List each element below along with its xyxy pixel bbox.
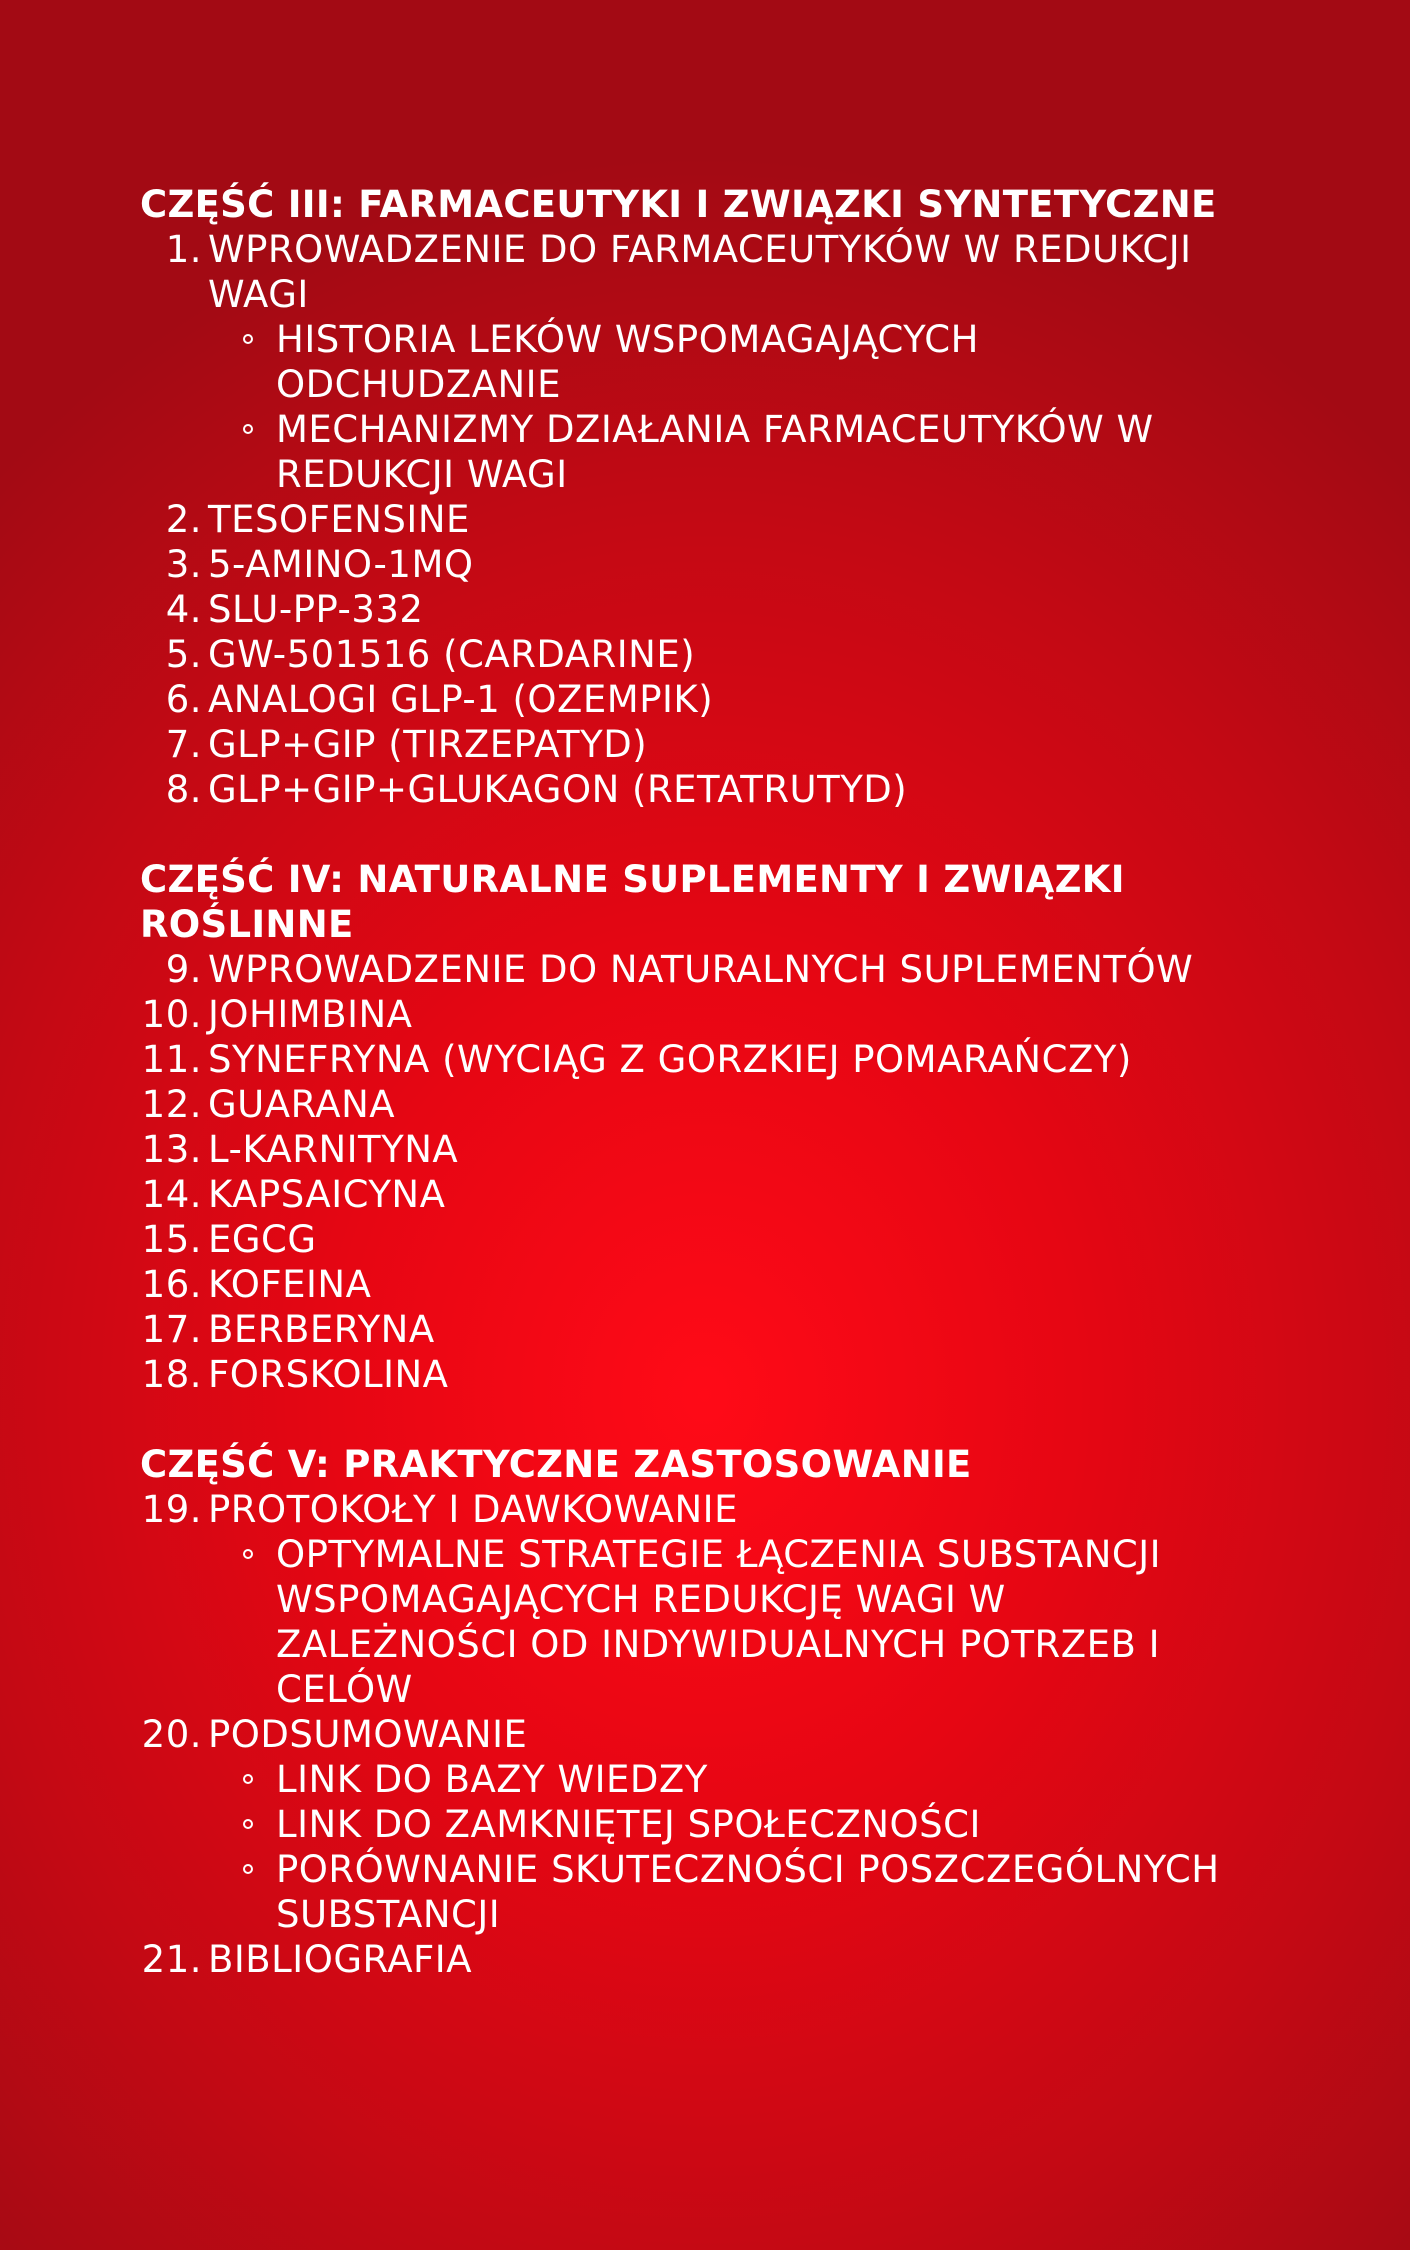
toc-item-number: 14. [141, 1173, 202, 1216]
circle-bullet-icon [243, 1864, 253, 1874]
toc-item-number: 13. [141, 1128, 202, 1171]
toc-subitem-label: OPTYMALNE STRATEGIE ŁĄCZENIA SUBSTANCJI WSPOMAGAJĄCYCH REDUKCJĘ WAGI W ZALEŻNOŚCI OD INDYWIDUALNYCH POTRZEB I CELÓW [276, 1533, 1162, 1711]
toc-item-number: 20. [141, 1713, 202, 1756]
toc-item-number: 17. [141, 1308, 202, 1351]
toc-subitem [140, 1847, 1280, 1937]
toc-subitem [140, 317, 1280, 407]
section-title: CZĘŚĆ III: FARMACEUTYKI I ZWIĄZKI SYNTETYCZNE [140, 183, 1217, 226]
toc-item [140, 1037, 1280, 1082]
toc-item-number: 10. [141, 993, 202, 1036]
toc-section [140, 857, 1280, 1397]
toc-item [140, 992, 1280, 1037]
toc-section [140, 182, 1280, 812]
circle-bullet-icon [243, 1549, 253, 1559]
toc-item [140, 587, 1280, 632]
toc-item-label: L-KARNITYNA [208, 1128, 459, 1171]
toc-item [140, 1082, 1280, 1127]
toc-subitem-label: HISTORIA LEKÓW WSPOMAGAJĄCYCH ODCHUDZANIE [276, 318, 979, 406]
toc-item [140, 497, 1280, 542]
toc-item-number: 2. [165, 498, 202, 541]
toc-item [140, 947, 1280, 992]
toc-item [140, 1487, 1280, 1532]
toc-subitem [140, 407, 1280, 497]
circle-bullet-icon [243, 1819, 253, 1829]
toc-item [140, 1712, 1280, 1757]
toc-item-label: ANALOGI GLP-1 (OZEMPIK) [208, 678, 714, 721]
toc-item-label: BIBLIOGRAFIA [208, 1938, 473, 1981]
circle-bullet-icon [243, 424, 253, 434]
toc-item [140, 632, 1280, 677]
toc-item-label: WPROWADZENIE DO NATURALNYCH SUPLEMENTÓW [208, 948, 1194, 991]
toc-item [140, 1172, 1280, 1217]
toc-item-number: 6. [165, 678, 202, 721]
toc-item-number: 1. [165, 228, 202, 271]
toc-section [140, 1442, 1280, 1982]
toc-item [140, 542, 1280, 587]
toc-item [140, 677, 1280, 722]
toc-item-label: EGCG [208, 1218, 317, 1261]
toc-item [140, 1262, 1280, 1307]
circle-bullet-icon [243, 334, 253, 344]
toc-subitem-label: LINK DO ZAMKNIĘTEJ SPOŁECZNOŚCI [276, 1803, 981, 1846]
toc-item-number: 4. [165, 588, 202, 631]
toc-item-number: 3. [165, 543, 202, 586]
toc-item-number: 18. [141, 1353, 202, 1396]
toc-item-label: PODSUMOWANIE [208, 1713, 528, 1756]
toc-subitem [140, 1532, 1280, 1712]
toc-item-number: 11. [141, 1038, 202, 1081]
toc-item-number: 15. [141, 1218, 202, 1261]
toc-item [140, 1937, 1280, 1982]
toc-item-number: 5. [165, 633, 202, 676]
toc-item [140, 767, 1280, 812]
toc-item-number: 9. [165, 948, 202, 991]
toc-item-label: SYNEFRYNA (WYCIĄG Z GORZKIEJ POMARAŃCZY) [208, 1038, 1132, 1081]
section-title: CZĘŚĆ IV: NATURALNE SUPLEMENTY I ZWIĄZKI ROŚLINNE [140, 858, 1125, 946]
toc-item [140, 1217, 1280, 1262]
toc-item-number: 16. [141, 1263, 202, 1306]
toc-item-label: GLP+GIP+GLUKAGON (RETATRUTYD) [208, 768, 908, 811]
toc-item-label: FORSKOLINA [208, 1353, 449, 1396]
toc-subitem-label: LINK DO BAZY WIEDZY [276, 1758, 708, 1801]
toc-item-label: GLP+GIP (TIRZEPATYD) [208, 723, 648, 766]
toc-item-number: 21. [141, 1938, 202, 1981]
toc-item-label: 5-AMINO-1MQ [208, 543, 474, 586]
table-of-contents [140, 182, 1280, 1982]
toc-item-label: GUARANA [208, 1083, 396, 1126]
toc-item [140, 1352, 1280, 1397]
toc-item [140, 1307, 1280, 1352]
toc-item-label: JOHIMBINA [208, 993, 413, 1036]
toc-item-label: GW-501516 (CARDARINE) [208, 633, 696, 676]
toc-item [140, 722, 1280, 767]
toc-subitem [140, 1802, 1280, 1847]
toc-item-number: 12. [141, 1083, 202, 1126]
toc-item-number: 19. [141, 1488, 202, 1531]
toc-item [140, 1127, 1280, 1172]
toc-item-number: 7. [165, 723, 202, 766]
toc-item [140, 227, 1280, 317]
toc-item-label: PROTOKOŁY I DAWKOWANIE [208, 1488, 738, 1531]
section-title: CZĘŚĆ V: PRAKTYCZNE ZASTOSOWANIE [140, 1443, 972, 1486]
toc-item-number: 8. [165, 768, 202, 811]
toc-subitem-label: MECHANIZMY DZIAŁANIA FARMACEUTYKÓW W REDUKCJI WAGI [276, 408, 1154, 496]
toc-item-label: KAPSAICYNA [208, 1173, 446, 1216]
toc-subitem [140, 1757, 1280, 1802]
circle-bullet-icon [243, 1774, 253, 1784]
toc-item-label: BERBERYNA [208, 1308, 435, 1351]
toc-subitem-label: PORÓWNANIE SKUTECZNOŚCI POSZCZEGÓLNYCH SUBSTANCJI [276, 1848, 1220, 1936]
toc-item-label: SLU-PP-332 [208, 588, 424, 631]
toc-item-label: WPROWADZENIE DO FARMACEUTYKÓW W REDUKCJI WAGI [208, 228, 1192, 316]
toc-item-label: TESOFENSINE [208, 498, 470, 541]
toc-item-label: KOFEINA [208, 1263, 372, 1306]
